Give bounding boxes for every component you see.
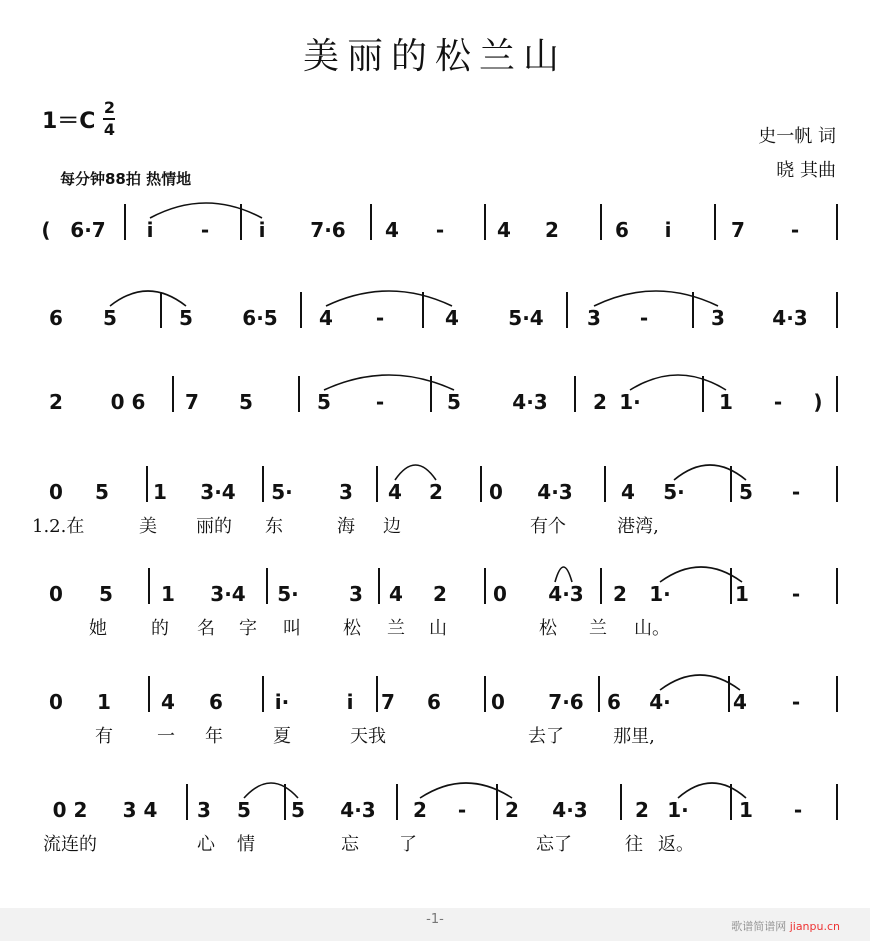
note: 5· [663,480,685,504]
note: 1 [735,582,749,606]
note: 4 [621,480,635,504]
note: 1 [739,798,753,822]
lyric-syllable: 有个 [530,516,566,537]
note: 6·7 [70,218,106,242]
lyric-syllable: 港湾, [617,516,659,537]
note: 4·3 [537,480,573,504]
note: 5 [95,480,109,504]
note: 4 [389,582,403,606]
note: 6 [427,690,441,714]
lyric-syllable: 流连的 [43,834,97,855]
note: - [457,798,467,822]
note: 1· [649,582,671,606]
tie-arc [150,203,262,218]
note: 0 [493,582,507,606]
lyric-syllable: 了 [399,834,417,855]
watermark-site: jianpu.cn [789,920,840,933]
note: 0 [49,690,63,714]
note: i [258,218,266,242]
note: - [773,390,783,414]
note: i [346,690,354,714]
note: 6 [615,218,629,242]
note: 6 [49,306,63,330]
note: i· [274,690,290,714]
note: 5·4 [508,306,544,330]
note: 1 [97,690,111,714]
note: 4 [497,218,511,242]
lyric-syllable: 夏 [273,726,291,747]
note: 5 [739,480,753,504]
note: 5 [99,582,113,606]
note: 5 [179,306,193,330]
note: 4·3 [340,798,376,822]
tie-layer [0,188,870,228]
note: 3 [197,798,211,822]
note: 1· [667,798,689,822]
key-signature [42,100,115,138]
note: 2 [413,798,427,822]
site-watermark [731,918,840,934]
note: 0 2 [52,798,88,822]
tie-layer [0,552,870,592]
note: 2 [429,480,443,504]
note: - [791,480,801,504]
lyric-syllable: 字 [239,618,257,639]
note: 3 [349,582,363,606]
note: 4·3 [552,798,588,822]
note: 4 [445,306,459,330]
lyric-syllable: 心 [197,834,215,855]
lyricist-credit: 史一帆 词 [758,126,836,147]
tie-arc [678,783,746,798]
lyric-syllable: 的 [151,618,169,639]
lyric-syllable: 山 [429,618,447,639]
note: 4 [733,690,747,714]
lyric-syllable: 1.2.在 [32,516,85,537]
lyric-syllable: 她 [89,618,107,639]
note: 7·6 [548,690,584,714]
lyric-syllable: 忘 [341,834,359,855]
note: i [146,218,154,242]
note: - [791,690,801,714]
note: 6 [209,690,223,714]
note: - [375,390,385,414]
note: 0 [49,480,63,504]
note: 0 6 [110,390,146,414]
key-label: 1＝C [42,108,96,134]
note: 0 [489,480,503,504]
note: 1 [153,480,167,504]
lyric-syllable: 返。 [658,834,694,855]
watermark-text: 歌谱简谱网 [731,920,787,933]
score-system [0,690,870,780]
note: 3 [711,306,725,330]
note: 5 [237,798,251,822]
tie-arc [660,567,742,582]
lyric-syllable: 海 [337,516,355,537]
note: - [790,218,800,242]
note: 5 [317,390,331,414]
note: 4·3 [548,582,584,606]
note: 5 [103,306,117,330]
lyric-syllable: 东 [265,516,283,537]
lyric-syllable: 兰 [589,618,607,639]
page-number: -1- [426,912,444,927]
tie-arc [674,465,746,480]
note: 3 [587,306,601,330]
note: 7 [381,690,395,714]
tie-arc [110,291,186,306]
lyric-syllable: 松 [539,618,557,639]
note: - [375,306,385,330]
tie-layer [0,276,870,316]
lyric-syllable: 美 [139,516,157,537]
lyric-syllable: 丽的 [196,516,232,537]
note: 3·4 [210,582,246,606]
note: 2 [613,582,627,606]
note: 2 [433,582,447,606]
tie-arc [630,375,726,390]
note: - [200,218,210,242]
note: 2 [635,798,649,822]
note: 4·3 [772,306,808,330]
note: 5· [277,582,299,606]
note: 2 [505,798,519,822]
note: - [793,798,803,822]
tie-layer [0,660,870,700]
lyric-syllable: 去了 [528,726,564,747]
note: 2 [593,390,607,414]
note: 4· [649,690,671,714]
tempo-marking: 每分钟88拍 热情地 [60,170,192,188]
lyric-syllable: 忘了 [536,834,572,855]
tie-arc [660,675,740,690]
time-signature [103,100,115,138]
lyric-syllable: 边 [383,516,401,537]
note: 3·4 [200,480,236,504]
note: 1 [161,582,175,606]
lyric-syllable: 有 [95,726,113,747]
tie-arc [244,783,298,798]
lyric-syllable: 松 [343,618,361,639]
note: - [791,582,801,606]
note: 0 [49,582,63,606]
note: 6·5 [242,306,278,330]
note: 4 [385,218,399,242]
note: 4 [319,306,333,330]
lyric-syllable: 叫 [283,618,301,639]
note: 2 [545,218,559,242]
note: 0 [491,690,505,714]
score-system [0,798,870,888]
lyric-syllable: 兰 [387,618,405,639]
note: 7 [731,218,745,242]
note: ) [813,390,823,414]
note: 2 [49,390,63,414]
time-signature-bottom: 4 [103,120,116,139]
note: - [435,218,445,242]
tie-arc [395,465,436,480]
note: 3 4 [122,798,158,822]
score-system [0,582,870,672]
lyric-syllable: 年 [205,726,223,747]
note: 4 [161,690,175,714]
tie-arc [324,375,454,390]
page-title: 美丽的松兰山 [302,36,567,77]
note: 4·3 [512,390,548,414]
time-signature-top: 2 [103,98,116,117]
lyric-syllable: 往 [625,834,643,855]
lyric-syllable: 情 [237,834,255,855]
tie-layer [0,768,870,808]
tie-arc [594,291,718,306]
note: 5 [447,390,461,414]
lyric-syllable: 山。 [634,618,670,639]
tie-arc [555,567,572,582]
note: 1· [619,390,641,414]
note: 3 [339,480,353,504]
note: 7 [185,390,199,414]
lyric-syllable: 那里, [613,726,655,747]
composer-credit: 晓 其曲 [776,160,836,181]
note: 4 [388,480,402,504]
note: - [639,306,649,330]
note: 5 [239,390,253,414]
tie-layer [0,360,870,400]
note: 7·6 [310,218,346,242]
lyric-syllable: 名 [197,618,215,639]
lyric-syllable: 天我 [350,726,386,747]
note: 6 [607,690,621,714]
lyric-syllable: 一 [157,726,175,747]
note: i [664,218,672,242]
note: 5· [271,480,293,504]
tie-arc [326,291,452,306]
credits [758,120,836,188]
tie-arc [420,783,512,798]
note: 1 [719,390,733,414]
note: ( [41,218,51,242]
note: 5 [291,798,305,822]
tie-layer [0,450,870,490]
